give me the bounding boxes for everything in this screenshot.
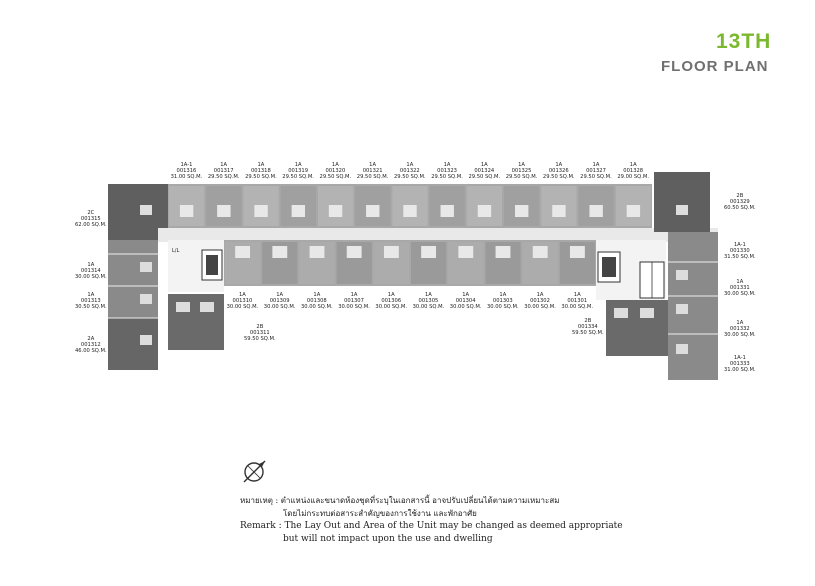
unit-label bbox=[75, 292, 107, 310]
unit-area: 29.50 SQ.M. bbox=[394, 174, 426, 180]
unit-label bbox=[264, 292, 296, 310]
unit-code: 001322 bbox=[399, 168, 420, 174]
unit-area: 29.00 SQ.M. bbox=[617, 174, 650, 180]
unit-code: 001330 bbox=[729, 248, 750, 254]
unit-type: 1A bbox=[294, 162, 302, 168]
unit-type: 2C bbox=[87, 210, 95, 216]
unit-label bbox=[724, 355, 756, 373]
bottom-unit-bathroom bbox=[570, 246, 585, 258]
unit-code: 001315 bbox=[80, 216, 101, 222]
unit-code: 001301 bbox=[567, 298, 588, 304]
unit-label bbox=[524, 292, 556, 310]
unit-code: 001320 bbox=[325, 168, 346, 174]
unit-type: 1A bbox=[87, 262, 95, 268]
unit-area: 59.50 SQ.M. bbox=[572, 330, 604, 336]
unit-area: 30.00 SQ.M. bbox=[412, 304, 445, 310]
unit-type: 1A bbox=[406, 162, 414, 168]
unit-label bbox=[506, 162, 538, 180]
unit-type: 2B bbox=[584, 318, 592, 324]
remark-line-2: but will not impact upon the use and dwelling bbox=[283, 534, 493, 544]
unit-area: 29.50 SQ.M. bbox=[207, 174, 240, 180]
unit-label bbox=[301, 292, 333, 310]
top-unit-bathroom bbox=[515, 205, 528, 217]
bottom-unit-bathroom bbox=[533, 246, 548, 258]
unit-code: 001309 bbox=[269, 298, 290, 304]
unit-code: 001302 bbox=[530, 298, 550, 304]
unit-area: 31.00 SQ.M. bbox=[170, 174, 203, 180]
unit-label bbox=[617, 162, 649, 180]
unit-label bbox=[357, 162, 389, 180]
unit-area: 29.50 SQ.M. bbox=[505, 174, 538, 180]
remark-line-1: Remark : The Lay Out and Area of the Unit may be changed as deemed appropriate bbox=[240, 521, 623, 531]
bottom-unit-bathroom bbox=[496, 246, 511, 258]
unit-area: 59.50 SQ.M. bbox=[244, 336, 276, 342]
unit-code: 001332 bbox=[729, 326, 750, 332]
unit-type: 1A bbox=[331, 162, 339, 168]
unit-code: 001325 bbox=[511, 168, 532, 174]
unit-type: 1A-1 bbox=[733, 355, 746, 361]
unit-code: 001334 bbox=[577, 324, 598, 330]
floor-plan-heading: FLOOR PLAN bbox=[661, 58, 769, 75]
unit-code: 001307 bbox=[344, 298, 364, 304]
bottom-unit-bathroom bbox=[235, 246, 250, 258]
unit-label bbox=[580, 162, 612, 180]
unit-label bbox=[245, 162, 277, 180]
unit-label bbox=[450, 292, 482, 310]
unit-code: 001312 bbox=[80, 342, 101, 348]
unit-area: 30.00 SQ.M. bbox=[724, 332, 756, 338]
bottom-unit-bathroom bbox=[272, 246, 287, 258]
unit-label bbox=[561, 292, 593, 310]
unit-code: 001328 bbox=[623, 168, 644, 174]
unit-type: 2B bbox=[256, 324, 264, 330]
unit-type: 1A bbox=[443, 162, 451, 168]
unit-label bbox=[282, 162, 314, 180]
unit-code: 001316 bbox=[176, 168, 197, 174]
unit-area: 30.00 SQ.M. bbox=[724, 291, 756, 297]
remark-notes bbox=[240, 494, 623, 546]
unit-area: 29.50 SQ.M. bbox=[356, 174, 389, 180]
bottom-unit-bathroom bbox=[310, 246, 325, 258]
thai-note-line-2: โดยไม่กระทบต่อสาระสำคัญของการใช้งาน และพักอาศัย bbox=[283, 509, 477, 518]
unit-type: 1A bbox=[592, 162, 600, 168]
unit-code: 001305 bbox=[418, 298, 439, 304]
unit-code: 001308 bbox=[306, 298, 327, 304]
unit-label bbox=[208, 162, 240, 180]
unit-type: 1A bbox=[87, 292, 95, 298]
unit-label bbox=[468, 162, 500, 180]
unit-code: 001321 bbox=[362, 168, 383, 174]
top-unit-bathroom bbox=[292, 205, 305, 217]
top-row-rooms bbox=[169, 186, 651, 226]
top-unit-bathroom bbox=[217, 205, 230, 217]
unit-code: 001326 bbox=[548, 168, 569, 174]
unit-type: 1A bbox=[573, 292, 581, 298]
unit-type: 1A bbox=[518, 162, 525, 168]
unit-code: 001303 bbox=[492, 298, 513, 304]
unit-area: 29.50 SQ.M. bbox=[580, 174, 612, 180]
right-wing-shape bbox=[668, 232, 718, 380]
top-unit-bathroom bbox=[589, 205, 602, 217]
unit-area: 60.50 SQ.M. bbox=[724, 205, 756, 211]
unit-area: 30.00 SQ.M. bbox=[338, 304, 370, 310]
top-unit-bathroom bbox=[441, 205, 454, 217]
unit-area: 30.00 SQ.M. bbox=[487, 304, 519, 310]
unit-code: 001324 bbox=[474, 168, 495, 174]
unit-code: 001314 bbox=[80, 268, 101, 274]
bottom-unit-bathroom bbox=[347, 246, 362, 258]
unit-label bbox=[227, 292, 259, 310]
north-arrow-icon bbox=[238, 456, 270, 488]
unit-area: 30.00 SQ.M. bbox=[375, 304, 408, 310]
unit-type: 1A bbox=[736, 320, 744, 326]
unit-area: 29.50 SQ.M. bbox=[468, 174, 501, 180]
unit-code: 001310 bbox=[232, 298, 253, 304]
top-unit-bathroom bbox=[627, 205, 640, 217]
unit-area: 30.00 SQ.M. bbox=[263, 304, 296, 310]
unit-area: 30.00 SQ.M. bbox=[75, 274, 107, 280]
unit-type: 1A bbox=[257, 162, 265, 168]
unit-area: 31.50 SQ.M. bbox=[724, 254, 756, 260]
unit-label bbox=[75, 210, 107, 228]
unit-area: 29.50 SQ.M. bbox=[245, 174, 277, 180]
unit-label bbox=[171, 162, 203, 180]
unit-type: 1A bbox=[313, 292, 321, 298]
unit-label bbox=[724, 242, 756, 260]
unit-code: 001306 bbox=[381, 298, 402, 304]
unit-area: 29.50 SQ.M. bbox=[431, 174, 463, 180]
unit-area: 31.00 SQ.M. bbox=[724, 367, 756, 373]
unit-type: 1A bbox=[350, 292, 358, 298]
unit-code: 001331 bbox=[729, 285, 750, 291]
unit-code: 001317 bbox=[213, 168, 234, 174]
unit-area: 30.50 SQ.M. bbox=[75, 304, 107, 310]
unit-code: 001313 bbox=[80, 298, 101, 304]
unit-type: 1A bbox=[536, 292, 544, 298]
unit-code: 001304 bbox=[455, 298, 476, 304]
unit-type: 1A-1 bbox=[180, 162, 193, 168]
unit-code: 001318 bbox=[250, 168, 271, 174]
unit-label bbox=[338, 292, 370, 310]
unit-type: 1A bbox=[369, 162, 377, 168]
unit-type: 2B bbox=[736, 193, 744, 199]
unit-code: 001323 bbox=[437, 168, 457, 174]
top-unit-bathroom bbox=[329, 205, 342, 217]
unit-area: 29.50 SQ.M. bbox=[319, 174, 352, 180]
unit-code: 001333 bbox=[729, 361, 750, 367]
floor-number: 13TH bbox=[716, 30, 772, 53]
unit-label bbox=[75, 262, 107, 280]
unit-type: 1A bbox=[480, 162, 488, 168]
unit-type: 1A bbox=[387, 292, 395, 298]
unit-type: 1A bbox=[555, 162, 563, 168]
unit-label bbox=[724, 279, 756, 297]
unit-type: 1A bbox=[736, 279, 744, 285]
unit-label bbox=[543, 162, 575, 180]
unit-type: 1A bbox=[424, 292, 432, 298]
unit-area: 62.00 SQ.M. bbox=[75, 222, 107, 228]
top-unit-bathroom bbox=[254, 205, 267, 217]
bottom-unit-bathroom bbox=[384, 246, 399, 258]
unit-code: 001319 bbox=[288, 168, 309, 174]
unit-type: 1A bbox=[276, 292, 284, 298]
unit-code: 001327 bbox=[586, 168, 606, 174]
unit-area: 30.00 SQ.M. bbox=[449, 304, 482, 310]
unit-type: 1A bbox=[499, 292, 507, 298]
unit-type: 1A bbox=[629, 162, 637, 168]
unit-label bbox=[375, 292, 407, 310]
top-unit-bathroom bbox=[552, 205, 565, 217]
unit-area: 29.50 SQ.M. bbox=[542, 174, 575, 180]
lift-label: L/L bbox=[172, 248, 180, 254]
unit-type: 1A bbox=[238, 292, 246, 298]
unit-code: 001329 bbox=[729, 199, 750, 205]
unit-type: 2A bbox=[87, 336, 95, 342]
unit-type: 1A-1 bbox=[733, 242, 746, 248]
unit-label bbox=[75, 336, 107, 354]
unit-area: 30.00 SQ.M. bbox=[226, 304, 259, 310]
top-unit-bathroom bbox=[478, 205, 491, 217]
unit-area: 46.00 SQ.M. bbox=[75, 348, 107, 354]
unit-label bbox=[431, 162, 463, 180]
unit-label bbox=[320, 162, 352, 180]
unit-label bbox=[244, 324, 276, 342]
top-unit-bathroom bbox=[403, 205, 416, 217]
unit-code: 001311 bbox=[249, 330, 270, 336]
unit-area: 30.00 SQ.M. bbox=[301, 304, 333, 310]
unit-label bbox=[487, 292, 519, 310]
unit-area: 30.00 SQ.M. bbox=[561, 304, 594, 310]
unit-type: 1A bbox=[220, 162, 228, 168]
corridor bbox=[158, 228, 718, 242]
unit-label bbox=[724, 193, 756, 211]
bottom-unit-bathroom bbox=[421, 246, 436, 258]
unit-area: 29.50 SQ.M. bbox=[282, 174, 314, 180]
unit-label bbox=[724, 320, 756, 338]
top-unit-bathroom bbox=[366, 205, 379, 217]
thai-note-line-1: หมายเหตุ : ตำแหน่งและขนาดห้องชุดที่ระบุในเอกสารนี้ อาจปรับเปลี่ยนได้ตามความเหมาะสม bbox=[240, 496, 560, 505]
unit-label bbox=[394, 162, 426, 180]
unit-type: 1A bbox=[462, 292, 470, 298]
unit-label bbox=[572, 318, 604, 336]
bottom-unit-bathroom bbox=[458, 246, 473, 258]
unit-label bbox=[413, 292, 445, 310]
top-unit-bathroom bbox=[180, 205, 193, 217]
unit-area: 30.00 SQ.M. bbox=[524, 304, 556, 310]
unit-2b-right-shape bbox=[654, 172, 710, 232]
